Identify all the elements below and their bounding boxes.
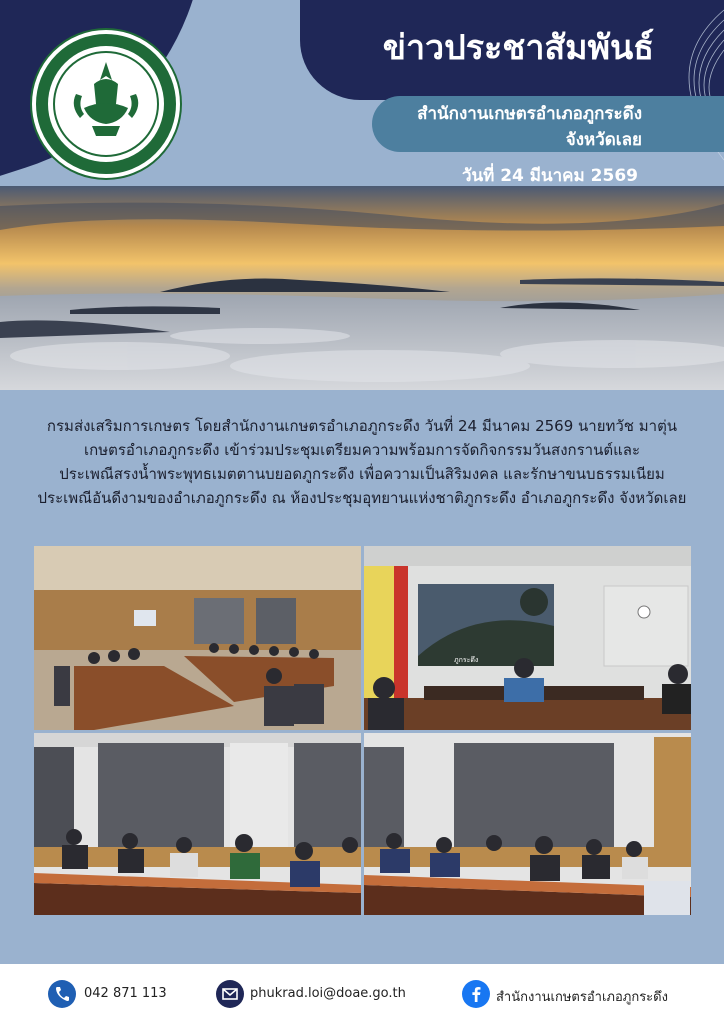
header xyxy=(0,0,724,200)
participants-photo-left xyxy=(34,733,361,915)
page-title: ข่าวประชาสัมพันธ์ xyxy=(382,28,654,68)
footer xyxy=(0,964,724,1024)
publish-date: วันที่ 24 มีนาคม 2569 xyxy=(461,166,638,186)
facebook-icon xyxy=(462,980,490,1008)
phone-number[interactable]: 042 871 113 xyxy=(84,986,167,1001)
hero-sea-of-mist-photo xyxy=(0,186,724,390)
presenter-photo xyxy=(364,546,691,730)
meeting-room-photo xyxy=(34,546,361,730)
phone-icon xyxy=(48,980,76,1008)
logo-emblem-icon xyxy=(36,34,176,174)
news-body xyxy=(10,414,714,510)
office-name: สำนักงานเกษตรอำเภอภูกระดึง xyxy=(417,104,642,124)
screen-caption: ภูกระดึง xyxy=(454,656,479,664)
participants-photo-right xyxy=(364,733,691,915)
office-province: จังหวัดเลย xyxy=(565,130,642,150)
email-icon xyxy=(216,980,244,1008)
news-line: กรมส่งเสริมการเกษตร โดยสำนักงานเกษตรอำเภอภูกระดึง วันที่ 24 มีนาคม 2569 นายทวัช มาตุ่น xyxy=(46,417,678,435)
doae-logo xyxy=(32,30,180,178)
email-address[interactable]: phukrad.loi@doae.go.th xyxy=(250,986,406,1001)
facebook-page[interactable]: สำนักงานเกษตรอำเภอภูกระดึง xyxy=(496,990,668,1005)
news-line: เกษตรอำเภอภูกระดึง เข้าร่วมประชุมเตรียมความพร้อมการจัดกิจกรรมวันสงกรานต์และ xyxy=(83,441,641,459)
news-line: ประเพณีอันดีงามของอำเภอภูกระดึง ณ ห้องประชุมอุทยานแห่งชาติภูกระดึง อำเภอภูกระดึง จังหวัดเลย xyxy=(37,489,687,507)
news-line: ประเพณีสรงน้ำพระพุทธเมตตานบยอดภูกระดึง เพื่อความเป็นสิริมงคล และรักษาขนบธรรมเนียม xyxy=(59,465,665,483)
